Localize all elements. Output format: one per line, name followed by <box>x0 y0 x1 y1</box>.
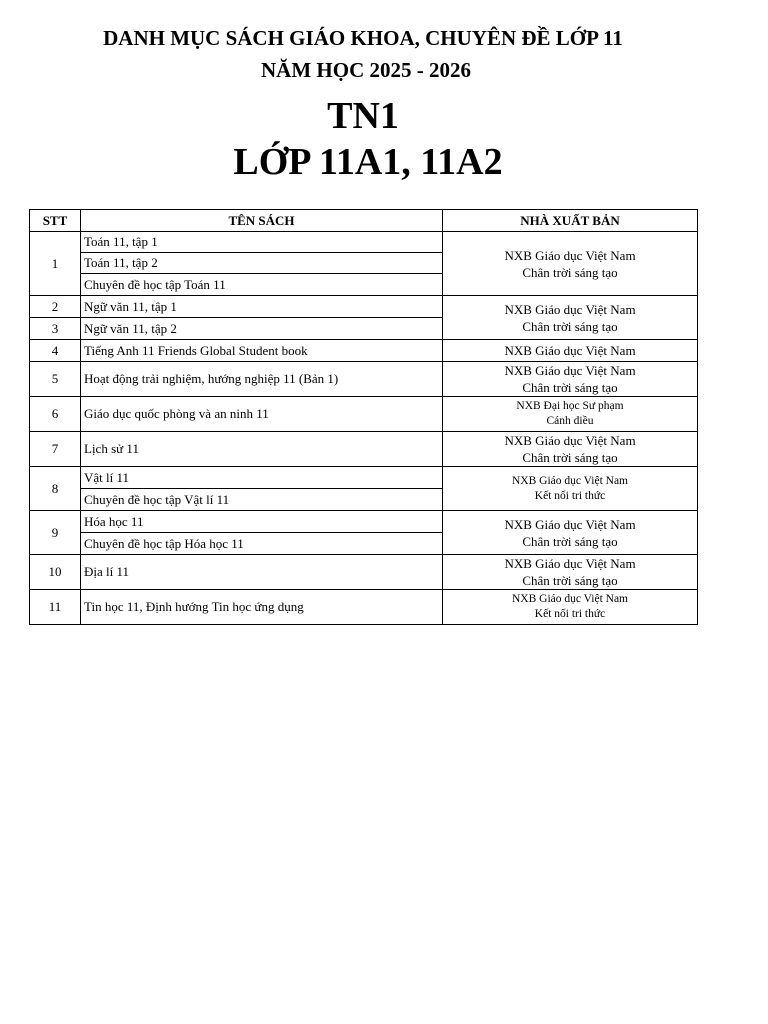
school-year: NĂM HỌC 2025 - 2026 <box>261 58 471 82</box>
publisher-line: NXB Đại học Sư phạm <box>516 400 624 412</box>
cell-publisher <box>443 362 698 397</box>
table-row <box>30 397 698 432</box>
cell-publisher <box>443 340 698 362</box>
cell-stt: 1 <box>30 232 81 296</box>
cell-book-name: Ngữ văn 11, tập 2 <box>81 318 443 340</box>
publisher-line: NXB Giáo dục Việt Nam <box>504 363 636 378</box>
table-header-row <box>30 210 698 232</box>
cell-book-name: Địa lí 11 <box>81 555 443 590</box>
table-row <box>30 432 698 467</box>
publisher-line: Kết nối tri thức <box>534 608 606 620</box>
publisher-line: NXB Giáo dục Việt Nam <box>504 433 636 448</box>
cell-stt: 9 <box>30 511 81 555</box>
table-row <box>30 340 698 362</box>
cell-stt: 10 <box>30 555 81 590</box>
cell-publisher <box>443 397 698 432</box>
cell-book-name: Tiếng Anh 11 Friends Global Student book <box>81 340 443 362</box>
class-names: LỚP 11A1, 11A2 <box>233 141 503 183</box>
cell-publisher <box>443 511 698 555</box>
publisher-line: Chân trời sáng tạo <box>522 450 618 465</box>
cell-book-name: Chuyên đề học tập Hóa học 11 <box>81 533 443 555</box>
publisher-line: Chân trời sáng tạo <box>522 380 618 395</box>
header-stt: STT <box>30 210 81 232</box>
cell-publisher <box>443 296 698 340</box>
header-book-name: TÊN SÁCH <box>81 210 443 232</box>
textbook-table <box>29 209 698 625</box>
table-row <box>30 590 698 625</box>
publisher-line: NXB Giáo dục Việt Nam <box>512 593 628 605</box>
header-publisher: NHÀ XUẤT BẢN <box>443 210 698 232</box>
group-code: TN1 <box>327 95 399 137</box>
publisher-line: NXB Giáo dục Việt Nam <box>504 556 636 571</box>
publisher-line: Chân trời sáng tạo <box>522 264 618 280</box>
cell-book-name: Toán 11, tập 2 <box>81 253 443 274</box>
publisher-line: NXB Giáo dục Việt Nam <box>504 247 636 263</box>
table-row <box>30 296 698 318</box>
cell-book-name: Ngữ văn 11, tập 1 <box>81 296 443 318</box>
cell-book-name: Chuyên đề học tập Toán 11 <box>81 274 443 296</box>
cell-book-name: Vật lí 11 <box>81 467 443 489</box>
cell-stt: 7 <box>30 432 81 467</box>
publisher-line: Chân trời sáng tạo <box>522 533 618 549</box>
cell-stt: 6 <box>30 397 81 432</box>
cell-publisher <box>443 555 698 590</box>
publisher-line: Cánh diều <box>546 415 594 427</box>
publisher-line: NXB Giáo dục Việt Nam <box>504 343 636 358</box>
cell-publisher <box>443 232 698 296</box>
table-row <box>30 511 698 533</box>
cell-stt: 5 <box>30 362 81 397</box>
table-row <box>30 555 698 590</box>
cell-stt: 4 <box>30 340 81 362</box>
publisher-line: Chân trời sáng tạo <box>522 573 618 588</box>
cell-publisher <box>443 432 698 467</box>
publisher-line: Chân trời sáng tạo <box>522 318 618 334</box>
table-row <box>30 467 698 489</box>
cell-publisher <box>443 467 698 511</box>
cell-stt: 3 <box>30 318 81 340</box>
table-row <box>30 362 698 397</box>
publisher-line: NXB Giáo dục Việt Nam <box>504 516 636 532</box>
cell-book-name: Chuyên đề học tập Vật lí 11 <box>81 489 443 511</box>
cell-book-name: Tin học 11, Định hướng Tin học ứng dụng <box>81 590 443 625</box>
publisher-line: Kết nối tri thức <box>534 489 606 502</box>
cell-book-name: Toán 11, tập 1 <box>81 232 443 253</box>
cell-book-name: Giáo dục quốc phòng và an ninh 11 <box>81 397 443 432</box>
cell-stt: 8 <box>30 467 81 511</box>
table-row <box>30 232 698 253</box>
publisher-line: NXB Giáo dục Việt Nam <box>512 474 628 487</box>
cell-stt: 11 <box>30 590 81 625</box>
cell-book-name: Hoạt động trải nghiệm, hướng nghiệp 11 (Bản 1) <box>81 362 443 397</box>
cell-publisher <box>443 590 698 625</box>
cell-book-name: Hóa học 11 <box>81 511 443 533</box>
publisher-line: NXB Giáo dục Việt Nam <box>504 301 636 317</box>
cell-stt: 2 <box>30 296 81 318</box>
cell-book-name: Lịch sử 11 <box>81 432 443 467</box>
document-title: DANH MỤC SÁCH GIÁO KHOA, CHUYÊN ĐỀ LỚP 11 <box>103 26 623 50</box>
